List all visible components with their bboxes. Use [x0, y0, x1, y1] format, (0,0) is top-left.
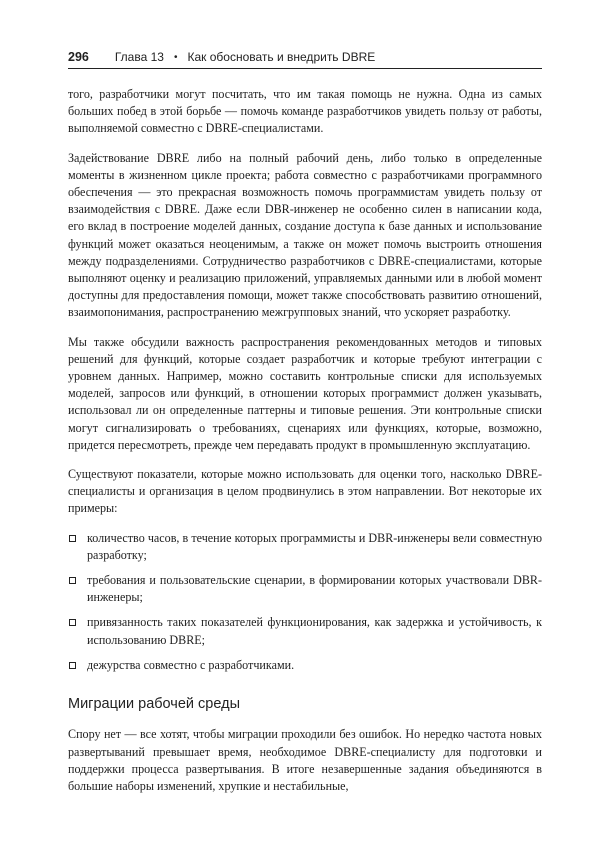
paragraph: Существуют показатели, которые можно использовать для оценки того, насколько DBRE-специалисты и организация в целом продвинулись в этом направлении. Вот некоторые их примеры:: [68, 467, 542, 516]
running-header: [68, 46, 542, 69]
paragraph: Задействование DBRE либо на полный рабочий день, либо только в определенные моменты в жизненном цикле проекта; работа совместно с разработчиками программного обеспечения — это прекрасная возможность помочь программистам увидеть пользу от взаимодействия с DBRE. Даже если DBR-инженер не особенно силен в написании кода, его вклад в построение моделей данных, создание доступа к базе данных и использование функций может оказаться неоценимым, а также он может помочь выстроить отношения между подразделениями. Сотрудничество разработчиков с DBRE-специалистами, которые выполняют оценку и реализацию приложений, управляемых данными или в любой момент доступны для предоставления помощи, может также способствовать развитию отношений, взаимопонимания, распространению межгрупповых знаний, что ускоряет разработку.: [68, 150, 542, 320]
checkbox-bullet-icon: [69, 619, 76, 626]
checkbox-bullet-icon: [69, 535, 76, 542]
chapter-title: Как обосновать и внедрить DBRE: [187, 50, 376, 64]
list-item: [68, 614, 542, 648]
chapter-label: Глава 13: [114, 50, 164, 64]
paragraph: Мы также обсудили важность распространения рекомендованных методов и типовых решений для функций, которые создает разработчик и которые требуют интеграции с уровнем данных. Например, можно составить контрольные списки для используемых моделей, запросов или функций, в отношении которых программист должен указывать, использовал ли он определенные паттерны и типовые решения. Эти контрольные списки могут сигнализировать о требованиях, сценариях или функциях, которые, возможно, придется пересмотреть, прежде чем передавать продукт в промышленную эксплуатацию.: [68, 334, 542, 452]
header-separator: •: [173, 51, 178, 63]
paragraph: того, разработчики могут посчитать, что им такая помощь не нужна. Одна из самых больших побед в этой борьбе — помочь команде разработчиков увидеть пользу от работы, выполняемой совместно с DBRE-специалистами.: [68, 87, 542, 136]
list-item: [68, 572, 542, 606]
list-item: [68, 530, 542, 564]
paragraph: Спору нет — все хотят, чтобы миграции проходили без ошибок. Но нередко частота новых развертываний превышает время, необходимое DBRE-специалисту для подготовки и поддержки процесса развертывания. В итоге незавершенные задания объединяются в большие наборы изменений, хрупкие и нестабильные,: [68, 727, 542, 793]
list-item-text: количество часов, в течение которых программисты и DBR-инженеры вели совместную разработку;: [87, 530, 542, 562]
list-item-text: требования и пользовательские сценарии, в формировании которых участвовали DBR-инженеры;: [87, 573, 542, 605]
metrics-list: [68, 530, 542, 674]
list-item-text: дежурства совместно с разработчиками.: [87, 657, 295, 672]
checkbox-bullet-icon: [69, 662, 76, 669]
page-number: 296: [68, 50, 89, 64]
list-item: [68, 657, 542, 674]
list-item-text: привязанность таких показателей функционирования, как задержка и устойчивость, к использованию DBRE;: [87, 615, 542, 647]
section-heading: Миграции рабочей среды: [68, 696, 240, 713]
page-body: [68, 86, 542, 807]
checkbox-bullet-icon: [69, 577, 76, 584]
